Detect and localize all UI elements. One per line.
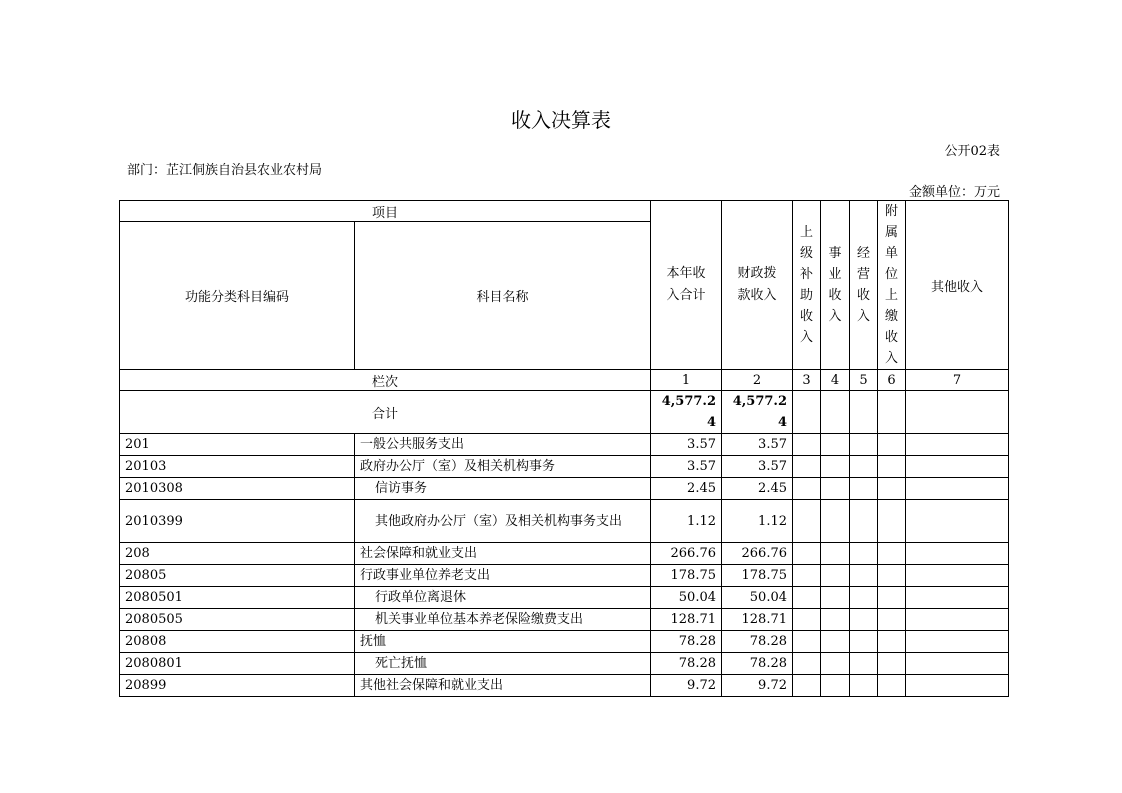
total-label: 合计 [120, 391, 651, 434]
subject-name-cell: 社会保障和就业支出 [355, 543, 651, 565]
business-income-cell [821, 675, 850, 697]
form-number: 公开02表 [944, 144, 1000, 159]
header-char: 收 [799, 309, 813, 324]
total-row [120, 391, 1009, 434]
superior-subsidy-cell [793, 434, 821, 456]
column-index-2: 2 [722, 370, 793, 391]
header-char: 收 [856, 288, 870, 303]
affiliated-income-cell [878, 653, 906, 675]
affiliated-income-cell [878, 478, 906, 500]
superior-subsidy-cell [793, 565, 821, 587]
subject-code-cell: 2080501 [120, 587, 355, 609]
header-char: 补 [799, 267, 813, 282]
table-row [120, 587, 1009, 609]
operating-income-cell [850, 500, 878, 543]
total-income-cell: 266.76 [651, 543, 722, 565]
total-income-cell: 3.57 [651, 456, 722, 478]
total-income-cell: 50.04 [651, 587, 722, 609]
header-total-income-text: 本年收入合计 [666, 266, 706, 303]
subject-code-cell: 208 [120, 543, 355, 565]
column-index-6: 6 [878, 370, 906, 391]
header-total-income [651, 201, 722, 370]
operating-income-cell [850, 543, 878, 565]
header-name: 科目名称 [355, 222, 651, 370]
affiliated-income-cell [878, 609, 906, 631]
operating-income-cell [850, 675, 878, 697]
subject-code-cell: 20805 [120, 565, 355, 587]
fiscal-income-cell: 2.45 [722, 478, 793, 500]
table-row [120, 609, 1009, 631]
subject-code-cell: 2080801 [120, 653, 355, 675]
header-operating-income-text [850, 243, 877, 327]
operating-income-cell [850, 653, 878, 675]
superior-subsidy-cell [793, 543, 821, 565]
table-row [120, 434, 1009, 456]
header-fiscal-income [722, 201, 793, 370]
business-income-cell [821, 653, 850, 675]
business-income-cell [821, 565, 850, 587]
header-char: 收 [884, 330, 898, 345]
business-income-cell [821, 434, 850, 456]
operating-income-cell [850, 609, 878, 631]
table-row [120, 675, 1009, 697]
fiscal-income-cell: 50.04 [722, 587, 793, 609]
column-index-7: 7 [906, 370, 1009, 391]
column-index-1: 1 [651, 370, 722, 391]
fiscal-income-cell: 128.71 [722, 609, 793, 631]
other-income-cell [906, 587, 1009, 609]
subject-name-cell: 抚恤 [355, 631, 651, 653]
subject-name-cell: 行政事业单位养老支出 [355, 565, 651, 587]
total-income-cell: 78.28 [651, 631, 722, 653]
header-business-income-text [821, 243, 849, 327]
business-income-cell [821, 631, 850, 653]
income-table-container [119, 200, 1009, 697]
affiliated-income-cell [878, 543, 906, 565]
fiscal-income-cell: 178.75 [722, 565, 793, 587]
header-char: 属 [884, 225, 898, 240]
business-income-cell [821, 500, 850, 543]
subject-name-cell: 信访事务 [355, 478, 651, 500]
subject-name-cell: 机关事业单位基本养老保险缴费支出 [355, 609, 651, 631]
column-index-4: 4 [821, 370, 850, 391]
subject-name-cell: 一般公共服务支出 [355, 434, 651, 456]
header-row-item [120, 201, 1009, 222]
header-affiliated-income-text [878, 201, 905, 369]
fiscal-income-cell: 78.28 [722, 653, 793, 675]
affiliated-income-cell [878, 565, 906, 587]
table-row [120, 653, 1009, 675]
header-char: 入 [856, 309, 870, 324]
header-char: 上 [884, 288, 898, 303]
affiliated-income-cell [878, 631, 906, 653]
total-value-3 [793, 391, 821, 434]
operating-income-cell [850, 587, 878, 609]
fiscal-income-cell: 266.76 [722, 543, 793, 565]
amount-unit-label: 金额单位：万元 [908, 185, 1000, 200]
header-item: 项目 [120, 201, 651, 222]
header-char: 级 [799, 246, 813, 261]
other-income-cell [906, 653, 1009, 675]
header-char: 收 [828, 288, 842, 303]
subject-name-cell: 行政单位离退休 [355, 587, 651, 609]
header-other-income: 其他收入 [906, 201, 1009, 370]
subject-code-cell: 20899 [120, 675, 355, 697]
header-char: 助 [799, 288, 813, 303]
superior-subsidy-cell [793, 456, 821, 478]
fiscal-income-cell: 9.72 [722, 675, 793, 697]
total-value-4 [821, 391, 850, 434]
superior-subsidy-cell [793, 478, 821, 500]
header-code: 功能分类科目编码 [120, 222, 355, 370]
header-char: 业 [828, 267, 842, 282]
table-row [120, 500, 1009, 543]
header-char: 入 [828, 309, 842, 324]
business-income-cell [821, 609, 850, 631]
other-income-cell [906, 631, 1009, 653]
subject-code-cell: 2080505 [120, 609, 355, 631]
fiscal-income-cell: 3.57 [722, 456, 793, 478]
other-income-cell [906, 456, 1009, 478]
business-income-cell [821, 456, 850, 478]
total-income-cell: 128.71 [651, 609, 722, 631]
operating-income-cell [850, 631, 878, 653]
total-income-cell: 178.75 [651, 565, 722, 587]
header-char: 入 [799, 330, 813, 345]
fiscal-income-cell: 1.12 [722, 500, 793, 543]
superior-subsidy-cell [793, 500, 821, 543]
column-index-label: 栏次 [120, 370, 651, 391]
total-income-cell: 1.12 [651, 500, 722, 543]
operating-income-cell [850, 456, 878, 478]
affiliated-income-cell [878, 675, 906, 697]
page-title: 收入决算表 [511, 108, 611, 132]
subject-name-cell: 其他社会保障和就业支出 [355, 675, 651, 697]
subject-name-cell: 政府办公厅（室）及相关机构事务 [355, 456, 651, 478]
header-char: 单 [884, 246, 898, 261]
total-value-1: 4,577.24 [651, 391, 722, 434]
total-value-5 [850, 391, 878, 434]
table-row [120, 543, 1009, 565]
subject-code-cell: 2010308 [120, 478, 355, 500]
header-fiscal-income-text: 财政拨款收入 [737, 266, 777, 303]
total-income-cell: 78.28 [651, 653, 722, 675]
table-row [120, 631, 1009, 653]
subject-name-cell: 死亡抚恤 [355, 653, 651, 675]
other-income-cell [906, 500, 1009, 543]
superior-subsidy-cell [793, 675, 821, 697]
table-row [120, 478, 1009, 500]
total-income-cell: 2.45 [651, 478, 722, 500]
other-income-cell [906, 609, 1009, 631]
business-income-cell [821, 543, 850, 565]
total-income-cell: 9.72 [651, 675, 722, 697]
operating-income-cell [850, 434, 878, 456]
superior-subsidy-cell [793, 631, 821, 653]
total-value-2: 4,577.24 [722, 391, 793, 434]
header-operating-income [850, 201, 878, 370]
operating-income-cell [850, 478, 878, 500]
subject-code-cell: 20103 [120, 456, 355, 478]
affiliated-income-cell [878, 434, 906, 456]
header-affiliated-income [878, 201, 906, 370]
column-index-row [120, 370, 1009, 391]
superior-subsidy-cell [793, 653, 821, 675]
header-char: 位 [884, 267, 898, 282]
superior-subsidy-cell [793, 587, 821, 609]
header-char: 事 [828, 246, 842, 261]
table-row [120, 565, 1009, 587]
other-income-cell [906, 543, 1009, 565]
other-income-cell [906, 434, 1009, 456]
operating-income-cell [850, 565, 878, 587]
fiscal-income-cell: 78.28 [722, 631, 793, 653]
header-char: 入 [884, 351, 898, 366]
column-index-3: 3 [793, 370, 821, 391]
header-business-income [821, 201, 850, 370]
subject-code-cell: 20808 [120, 631, 355, 653]
department-label: 部门：芷江侗族自治县农业农村局 [127, 163, 323, 178]
affiliated-income-cell [878, 500, 906, 543]
other-income-cell [906, 675, 1009, 697]
total-value-6 [878, 391, 906, 434]
income-table [119, 200, 1009, 697]
business-income-cell [821, 478, 850, 500]
header-char: 附 [884, 204, 898, 219]
other-income-cell [906, 478, 1009, 500]
total-value-7 [906, 391, 1009, 434]
other-income-cell [906, 565, 1009, 587]
header-superior-subsidy [793, 201, 821, 370]
header-char: 经 [856, 246, 870, 261]
header-superior-subsidy-text [793, 222, 820, 348]
header-char: 缴 [884, 309, 898, 324]
superior-subsidy-cell [793, 609, 821, 631]
affiliated-income-cell [878, 587, 906, 609]
subject-code-cell: 2010399 [120, 500, 355, 543]
subject-name-cell: 其他政府办公厅（室）及相关机构事务支出 [355, 500, 651, 543]
header-char: 上 [799, 225, 813, 240]
fiscal-income-cell: 3.57 [722, 434, 793, 456]
table-row [120, 456, 1009, 478]
affiliated-income-cell [878, 456, 906, 478]
column-index-5: 5 [850, 370, 878, 391]
subject-code-cell: 201 [120, 434, 355, 456]
header-char: 营 [856, 267, 870, 282]
business-income-cell [821, 587, 850, 609]
total-income-cell: 3.57 [651, 434, 722, 456]
